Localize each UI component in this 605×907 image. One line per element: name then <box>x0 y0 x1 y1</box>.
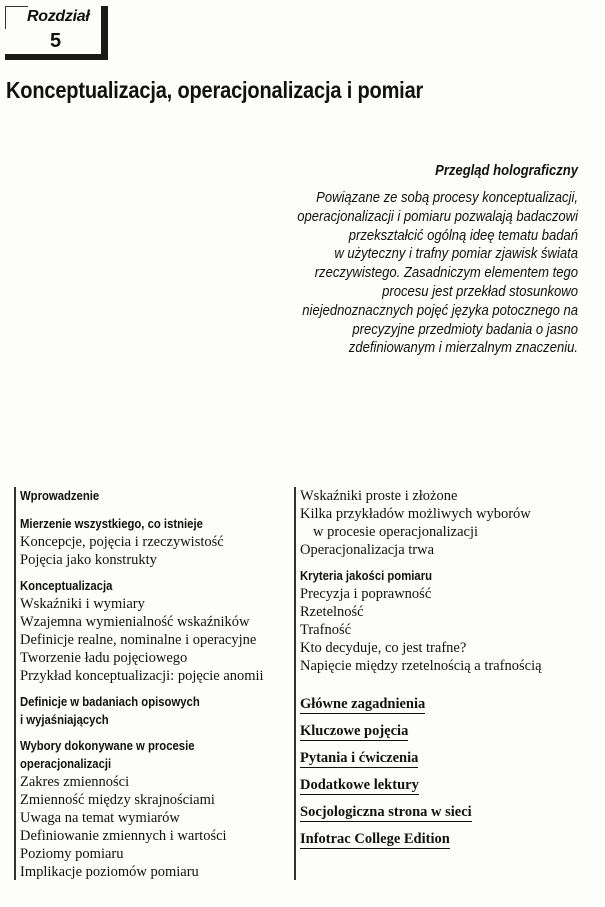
toc-item: Definicje realne, nominalne i operacyjne <box>20 632 257 648</box>
toc-item: Pojęcia jako konstrukty <box>20 552 157 568</box>
chapter-label: Rozdział <box>27 8 90 25</box>
overview-line: Powiązane ze sobą procesy konceptualizacji, <box>316 190 578 206</box>
toc-item: Uwaga na temat wymiarów <box>20 810 180 826</box>
chapter-badge <box>5 6 108 60</box>
toc-item: Tworzenie ładu pojęciowego <box>20 650 188 666</box>
toc-item: Koncepcje, pojęcia i rzeczywistość <box>20 534 224 550</box>
toc-item: Kilka przykładów możliwych wyborów <box>300 506 531 522</box>
end-section-sociology-website[interactable]: Socjologiczna strona w sieci <box>300 804 472 820</box>
end-section-main-issues[interactable]: Główne zagadnienia <box>300 696 426 712</box>
toc-item: Rzetelność <box>300 604 364 620</box>
toc-heading-definitions: Definicje w badaniach opisowych <box>20 694 200 709</box>
toc-item: Implikacje poziomów pomiaru <box>20 864 199 880</box>
overview-line: operacjonalizacji i pomiaru pozwalają badaczowi <box>297 208 578 225</box>
toc-item: Wzajemna wymienialność wskaźników <box>20 614 250 630</box>
toc-item: Operacjonalizacja trwa <box>300 542 435 558</box>
toc-item: Napięcie między rzetelnością a trafnością <box>300 658 542 674</box>
toc-heading-intro: Wprowadzenie <box>20 488 100 503</box>
overview-line: przekształcić ogólną ideę tematu badań <box>348 227 578 244</box>
toc-item: Precyzja i poprawność <box>300 586 432 602</box>
toc-heading-operationalization-choices-cont: operacjonalizacji <box>20 756 112 771</box>
toc-item: Trafność <box>300 622 352 638</box>
overview-line: zdefiniowanym i mierzalnym znaczeniu. <box>348 340 578 357</box>
holographic-overview <box>248 163 578 358</box>
toc-right-column <box>294 487 568 880</box>
chapter-title: Konceptualizacja, operacjonalizacja i pomiar <box>6 77 424 103</box>
chapter-number: 5 <box>50 30 62 52</box>
toc-left-column <box>14 487 288 880</box>
toc-item: Wskaźniki i wymiary <box>20 596 145 612</box>
overview-heading: Przegląd holograficzny <box>435 163 578 179</box>
toc-heading-operationalization-choices: Wybory dokonywane w procesie <box>20 738 195 753</box>
toc-item: Wskaźniki proste i złożone <box>300 488 458 504</box>
toc-heading-definitions-cont: i wyjaśniających <box>20 712 109 727</box>
toc-item: Definiowanie zmiennych i wartości <box>20 828 227 844</box>
end-section-infotrac[interactable]: Infotrac College Edition <box>300 831 450 847</box>
toc-item: Poziomy pomiaru <box>20 846 124 862</box>
toc-item: w procesie operacjonalizacji <box>313 524 479 540</box>
overview-line: niejednoznacznych pojęć języka potocznego na <box>302 302 578 319</box>
overview-line: rzeczywistego. Zasadniczym elementem tego <box>314 265 578 282</box>
end-section-questions-exercises[interactable]: Pytania i ćwiczenia <box>300 750 419 766</box>
end-section-further-reading[interactable]: Dodatkowe lektury <box>300 777 419 793</box>
toc-heading-quality-criteria: Kryteria jakości pomiaru <box>300 568 433 583</box>
toc-heading-conceptualization: Konceptualizacja <box>20 578 113 593</box>
toc-item: Zmienność między skrajnościami <box>20 792 215 808</box>
overview-line: precyzyjne przedmioty badania o jasno <box>352 321 578 338</box>
overview-text <box>248 189 578 358</box>
overview-line: procesu jest przekład stosunkowo <box>382 283 578 300</box>
toc-item: Kto decyduje, co jest trafne? <box>300 640 467 656</box>
toc-item: Zakres zmienności <box>20 774 130 790</box>
end-section-key-concepts[interactable]: Kluczowe pojęcia <box>300 723 409 739</box>
overview-line: w użyteczny i trafny pomiar zjawisk świata <box>334 246 578 263</box>
toc-heading-measuring: Mierzenie wszystkiego, co istnieje <box>20 516 203 531</box>
toc-item: Przykład konceptualizacji: pojęcie anomii <box>20 668 264 684</box>
